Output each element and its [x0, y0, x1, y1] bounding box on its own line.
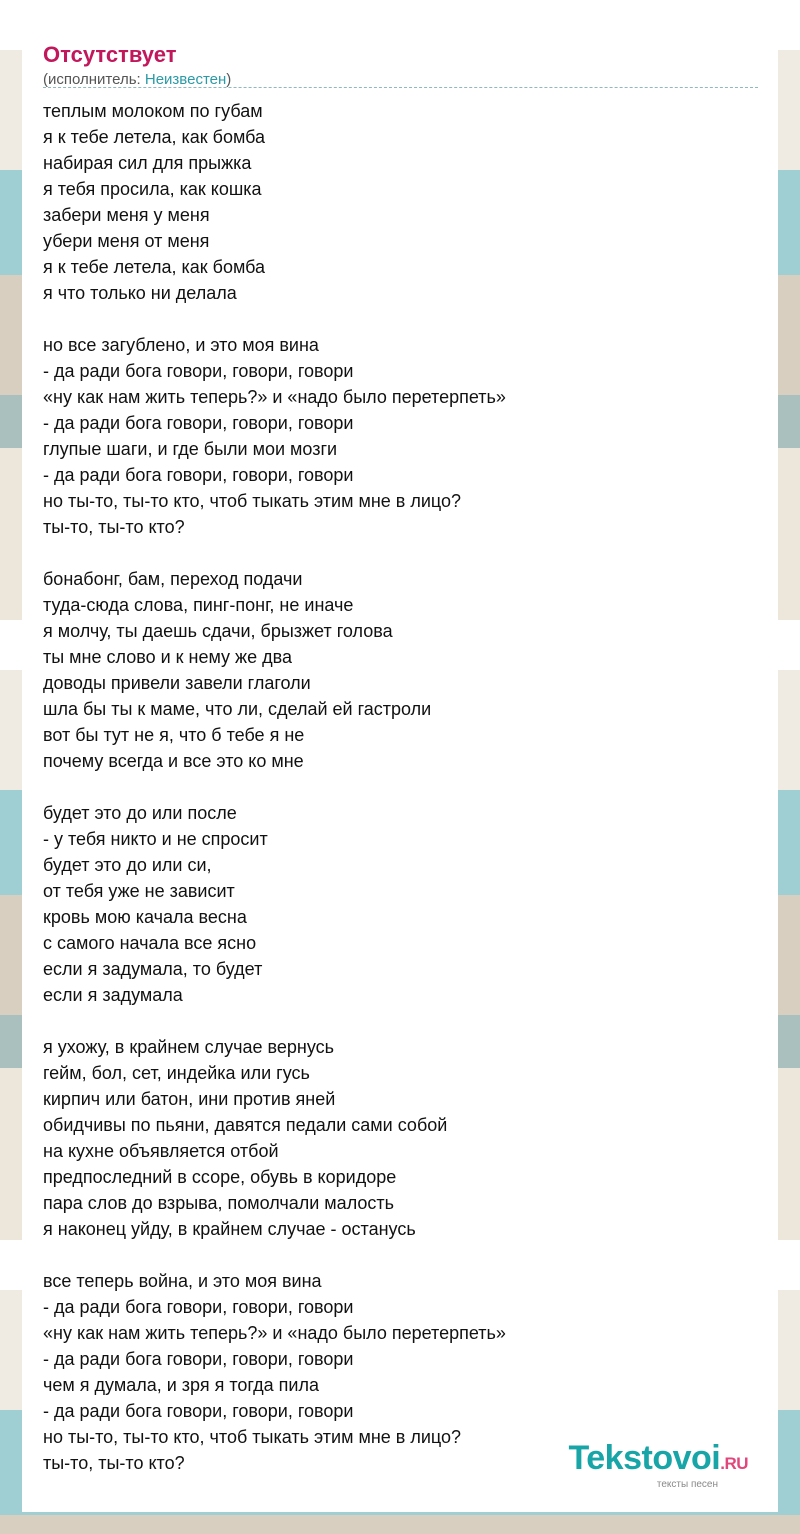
- lyric-line: - у тебя никто и не спросит: [43, 829, 268, 849]
- stanza-break: [43, 306, 758, 332]
- lyric-line: «ну как нам жить теперь?» и «надо было перетерпеть»: [43, 1323, 506, 1343]
- lyric-line: почему всегда и все это ко мне: [43, 751, 304, 771]
- logo-wordmark: [569, 1441, 748, 1481]
- lyric-line: набирая сил для прыжка: [43, 153, 252, 173]
- lyric-line: шла бы ты к маме, что ли, сделай ей гастроли: [43, 699, 432, 719]
- logo-tld: .RU: [720, 1454, 748, 1473]
- lyric-line: с самого начала все ясно: [43, 933, 257, 953]
- lyric-line: - да ради бога говори, говори, говори: [43, 361, 354, 381]
- lyric-line: гейм, бол, сет, индейка или гусь: [43, 1063, 310, 1083]
- lyric-line: ты-то, ты-то кто?: [43, 1453, 185, 1473]
- lyric-line: я молчу, ты даешь сдачи, брызжет голова: [43, 621, 393, 641]
- stanza-break: [43, 774, 758, 800]
- lyric-line: если я задумала: [43, 985, 183, 1005]
- lyric-line: «ну как нам жить теперь?» и «надо было перетерпеть»: [43, 387, 506, 407]
- lyric-line: глупые шаги, и где были мои мозги: [43, 439, 338, 459]
- lyric-line: чем я думала, и зря я тогда пила: [43, 1375, 319, 1395]
- logo-tagline: тексты песен: [656, 1479, 718, 1490]
- lyric-line: - да ради бога говори, говори, говори: [43, 465, 354, 485]
- lyric-line: кирпич или батон, ини против яней: [43, 1089, 336, 1109]
- lyric-line: от тебя уже не зависит: [43, 881, 235, 901]
- lyric-line: я ухожу, в крайнем случае вернусь: [43, 1037, 335, 1057]
- artist-suffix: ): [226, 71, 232, 88]
- lyric-line: будет это до или после: [43, 803, 237, 823]
- artist-prefix: (исполнитель:: [43, 71, 145, 88]
- lyric-line: - да ради бога говори, говори, говори: [43, 1401, 354, 1421]
- lyric-line: предпоследний в ссоре, обувь в коридоре: [43, 1167, 397, 1187]
- lyric-line: я тебя просила, как кошка: [43, 179, 262, 199]
- lyric-line: на кухне объявляется отбой: [43, 1141, 279, 1161]
- lyric-line: бонабонг, бам, переход подачи: [43, 569, 303, 589]
- lyric-line: я наконец уйду, в крайнем случае - останусь: [43, 1219, 416, 1239]
- logo-name: Tekstovoi: [568, 1439, 721, 1477]
- stanza-break: [43, 1242, 758, 1268]
- lyric-line: кровь мою качала весна: [43, 907, 247, 927]
- site-logo[interactable]: [569, 1441, 748, 1490]
- lyric-line: доводы привели завели глаголи: [43, 673, 311, 693]
- lyric-line: ты-то, ты-то кто?: [43, 517, 185, 537]
- lyric-line: - да ради бога говори, говори, говори: [43, 413, 354, 433]
- lyric-line: обидчивы по пьяни, давятся педали сами собой: [43, 1115, 448, 1135]
- lyrics-body: [43, 98, 758, 1476]
- lyrics-card: [22, 22, 778, 1512]
- song-title: Отсутствует: [43, 42, 177, 67]
- lyric-line: я к тебе летела, как бомба: [43, 257, 266, 277]
- lyric-line: но все загублено, и это моя вина: [43, 335, 319, 355]
- lyric-line: забери меня у меня: [43, 205, 210, 225]
- stanza-break: [43, 1008, 758, 1034]
- lyric-line: но ты-то, ты-то кто, чтоб тыкать этим мне в лицо?: [43, 491, 462, 511]
- lyric-line: теплым молоком по губам: [43, 101, 263, 121]
- lyric-line: вот бы тут не я, что б тебе я не: [43, 725, 305, 745]
- lyric-line: туда-сюда слова, пинг-понг, не иначе: [43, 595, 354, 615]
- lyric-line: убери меня от меня: [43, 231, 210, 251]
- lyric-line: - да ради бога говори, говори, говори: [43, 1349, 354, 1369]
- lyric-line: будет это до или си,: [43, 855, 212, 875]
- lyric-line: все теперь война, и это моя вина: [43, 1271, 322, 1291]
- stanza-break: [43, 540, 758, 566]
- lyric-line: пара слов до взрыва, помолчали малость: [43, 1193, 395, 1213]
- lyric-line: если я задумала, то будет: [43, 959, 263, 979]
- lyric-line: но ты-то, ты-то кто, чтоб тыкать этим мне в лицо?: [43, 1427, 462, 1447]
- lyric-line: я что только ни делала: [43, 283, 237, 303]
- lyric-line: - да ради бога говори, говори, говори: [43, 1297, 354, 1317]
- artist-link[interactable]: Неизвестен: [144, 71, 227, 88]
- lyric-line: я к тебе летела, как бомба: [43, 127, 266, 147]
- lyric-line: ты мне слово и к нему же два: [43, 647, 292, 667]
